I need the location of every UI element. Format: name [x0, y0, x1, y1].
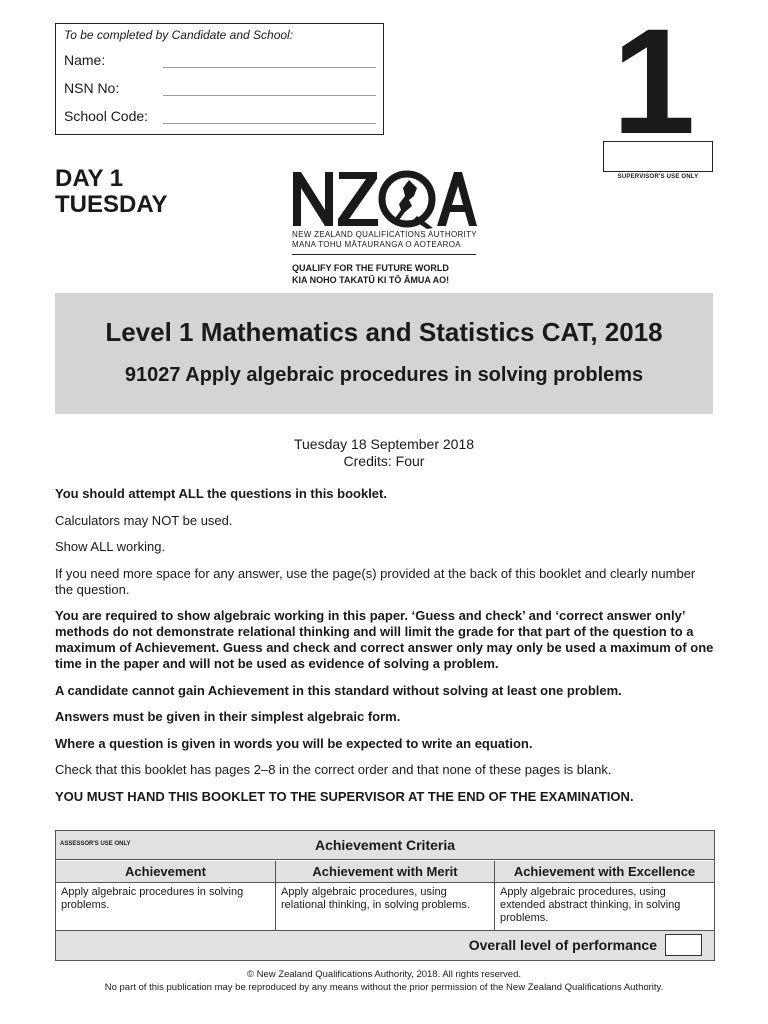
instruction-item: YOU MUST HAND THIS BOOKLET TO THE SUPERVISOR AT THE END OF THE EXAMINATION.	[55, 788, 634, 804]
criteria-header-achievement: Achievement	[56, 861, 275, 883]
nzqa-logo	[291, 164, 477, 290]
candidate-box-heading: To be completed by Candidate and School:	[64, 28, 294, 42]
criteria-cell-merit: Apply algebraic procedures, using relational thinking, in solving problems.	[281, 886, 470, 911]
criteria-title-row	[56, 831, 714, 860]
name-label: Name:	[64, 52, 106, 68]
logo-tagline-english: QUALIFY FOR THE FUTURE WORLD	[292, 263, 449, 273]
logo-wordmark-graphic	[291, 166, 477, 230]
instructions	[55, 486, 715, 815]
overall-row	[56, 930, 714, 960]
copyright-footer	[0, 968, 768, 994]
table-divider	[494, 861, 495, 930]
instruction-item: You should attempt ALL the questions in this booklet.	[55, 486, 387, 501]
date-block	[184, 436, 584, 470]
nsn-field[interactable]	[163, 95, 376, 96]
candidate-details-box	[55, 23, 384, 135]
logo-divider	[292, 254, 476, 255]
criteria-header-merit: Achievement with Merit	[276, 861, 494, 883]
supervisor-box[interactable]	[603, 141, 713, 172]
table-divider	[275, 861, 276, 930]
logo-name-english: NEW ZEALAND QUALIFICATIONS AUTHORITY	[292, 230, 477, 239]
supervisor-label: SUPERVISOR'S USE ONLY	[617, 174, 699, 180]
overall-grade-box[interactable]	[665, 934, 702, 956]
school-code-label: School Code:	[64, 108, 149, 124]
booklet-number: 1	[612, 0, 692, 165]
nsn-label: NSN No:	[64, 80, 120, 96]
criteria-title: Achievement Criteria	[314, 837, 456, 853]
criteria-cell-achievement: Apply algebraic procedures in solving problems.	[61, 886, 244, 911]
criteria-header-excellence: Achievement with Excellence	[495, 861, 714, 883]
instruction-item: A candidate cannot gain Achievement in this standard without solving at least one problem.	[55, 682, 622, 698]
day-heading	[55, 166, 167, 218]
title-band	[55, 293, 713, 414]
instruction-item: Calculators may NOT be used.	[55, 512, 233, 528]
day-name: TUESDAY	[55, 191, 168, 218]
instruction-item: Show ALL working.	[55, 539, 166, 554]
exam-title: Level 1 Mathematics and Statistics CAT, 2018	[105, 317, 663, 347]
reproduction-notice: No part of this publication may be reproduced by any means without the prior permission of the New Zealand Qualifications Authority.	[104, 982, 664, 993]
instruction-item: Answers must be given in their simplest algebraic form.	[55, 709, 401, 724]
instruction-item: Where a question is given in words you will be expected to write an equation.	[55, 735, 533, 751]
credits: Credits: Four	[343, 453, 425, 469]
school-code-field[interactable]	[163, 123, 376, 124]
day-number: DAY 1	[55, 165, 124, 192]
achievement-criteria-table	[55, 830, 715, 961]
overall-label: Overall level of performance	[468, 937, 657, 953]
instruction-item: You are required to show algebraic working in this paper. ‘Guess and check’ and ‘correct answer only’ methods do not demonstrate relational thinking and will limit the grade for that part of the question to a maximum of Achievement. Guess and check and correct answer only may only be used a maximum of one time in the paper and will not be used as evidence of solving a problem.	[55, 608, 714, 671]
standard-title: 91027 Apply algebraic procedures in solving problems	[124, 364, 644, 386]
instruction-item: If you need more space for any answer, use the page(s) provided at the back of this booklet and clearly number the question.	[55, 565, 696, 597]
criteria-cell-excellence: Apply algebraic procedures, using extended abstract thinking, in solving problems.	[500, 886, 681, 924]
logo-tagline-maori: KIA NOHO TAKATŪ KI TŌ ĀMUA AO!	[292, 275, 450, 285]
assessor-label: ASSESSOR'S USE ONLY	[60, 841, 131, 847]
copyright-line: © New Zealand Qualifications Authority, 2018. All rights reserved.	[246, 969, 521, 980]
instruction-item: Check that this booklet has pages 2–8 in the correct order and that none of these pages is blank.	[55, 762, 612, 777]
exam-date: Tuesday 18 September 2018	[293, 436, 475, 452]
name-field[interactable]	[163, 67, 376, 68]
logo-name-maori: MANA TOHU MĀTAURANGA O AOTEAROA	[292, 240, 461, 249]
